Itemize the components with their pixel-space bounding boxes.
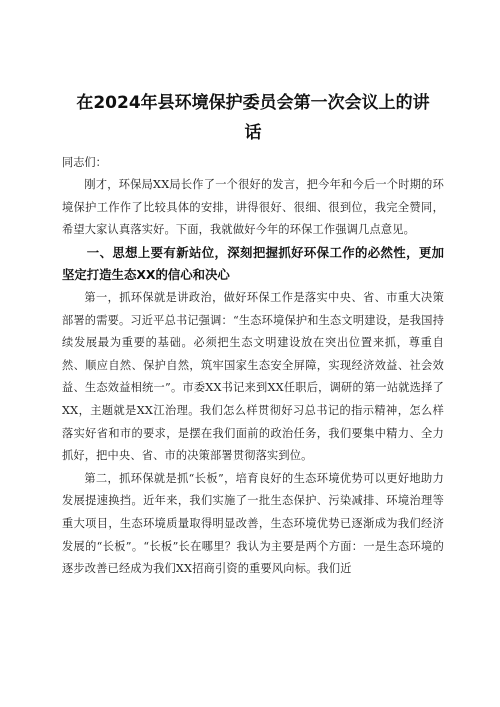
section-heading-1: 一、思想上要有新站位，深刻把握抓好环保工作的必然性，更加坚定打造生态XX的信心和决心 <box>62 244 444 283</box>
section1-paragraph-2: 第二，抓环保就是抓“长板”，培育良好的生态环境优势可以更好地助力发展提速换挡。近年来，我们实施了一批生态保护、污染减排、环境治理等重大项目，生态环境质量取得明显改善，生态环境优势已逐渐成为我们经济发展的“长板”。“长板”长在哪里？我认为主要是两个方面：一是生态环境的逐步改善已经成为我们XX招商引资的重要风向标。我们近 <box>62 471 444 576</box>
document-title: 在2024年县环境保护委员会第一次会议上的讲话 <box>76 93 430 143</box>
salutation: 同志们： <box>62 156 107 169</box>
section1-paragraph-1: 第一，抓环保就是讲政治，做好环保工作是落实中央、省、市重大决策部署的需要。习近平总书记强调：“生态环境保护和生态文明建设，是我国持续发展最为重要的基础。必须把生态文明建设放在突出位置来抓，尊重自然、顺应自然、保护自然，筑牢国家生态安全屏障，实现经济效益、社会效益、生态效益相统一”。市委XX书记来到XX任职后，调研的第一站就选择了XX，主题就是XX江治理。我们怎么样贯彻好习总书记的指示精神，怎么样落实好省和市的要求，是摆在我们面前的政治任务，我们要集中精力、全力抓好，把中央、省、市的决策部署贯彻落实到位。 <box>62 290 444 463</box>
opening-paragraph: 刚才，环保局XX局长作了一个很好的发言，把今年和今后一个时期的环境保护工作作了比较具体的安排，讲得很好、很细、很到位，我完全赞同，希望大家认真落实好。下面，我就做好今年的环保工作强调几点意见。 <box>62 178 444 237</box>
